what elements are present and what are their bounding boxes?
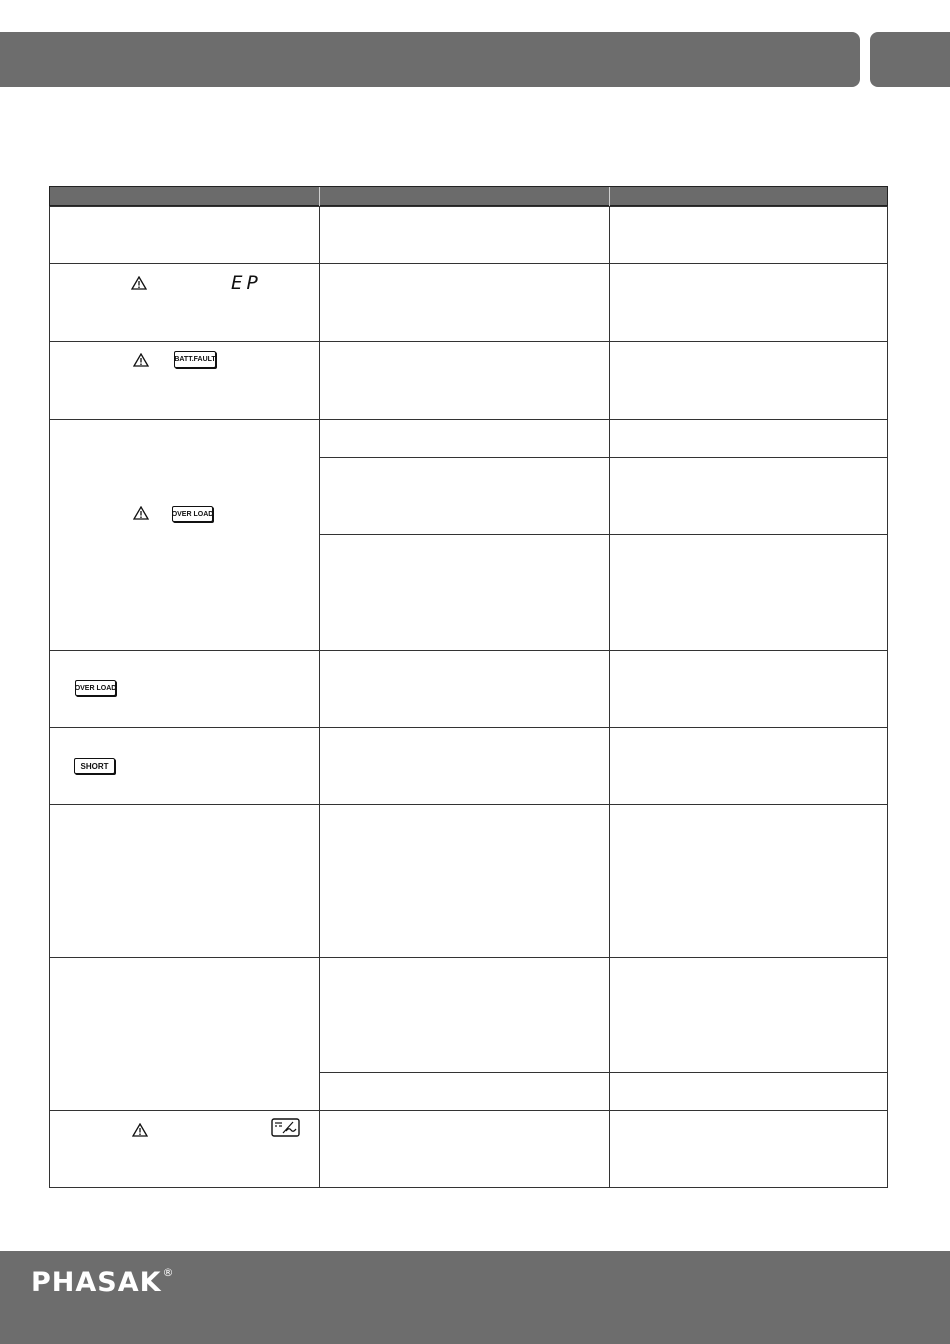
- brand-logo: [31, 1263, 174, 1303]
- short-badge: SHORT: [74, 758, 115, 774]
- table-cell: [609, 457, 888, 535]
- warning-triangle-icon: [131, 276, 147, 290]
- table-cell: [609, 419, 888, 458]
- table-header: [49, 186, 888, 206]
- table-cell: [319, 957, 610, 1073]
- table-cell: [609, 804, 888, 958]
- table-cell: [49, 957, 320, 1111]
- page-header-bar: [0, 32, 860, 87]
- batt-fault-badge: BATT.FAULT: [174, 351, 216, 368]
- lcd-fault-code: EP: [231, 272, 262, 294]
- page-number-tab: [870, 32, 950, 87]
- table-cell: [609, 957, 888, 1073]
- header-divider: [609, 187, 610, 207]
- table-cell: [319, 419, 610, 458]
- warning-triangle-icon: [133, 506, 149, 520]
- table-cell: [319, 457, 610, 535]
- table-cell: [49, 263, 320, 342]
- troubleshooting-table: [49, 186, 888, 1188]
- table-cell: [609, 341, 888, 420]
- table-cell: [609, 534, 888, 651]
- over-load-badge: OVER LOAD: [172, 506, 213, 522]
- table-cell: [319, 727, 610, 805]
- over-load-badge: OVER LOAD: [75, 680, 116, 696]
- table-cell: [319, 534, 610, 651]
- brand-name: PHASAK: [31, 1267, 162, 1298]
- table-cell: [319, 341, 610, 420]
- bypass-mode-icon: [271, 1118, 301, 1138]
- warning-triangle-icon: [132, 1123, 148, 1137]
- table-cell: [609, 206, 888, 264]
- table-cell: [49, 804, 320, 958]
- table-cell: [319, 650, 610, 728]
- table-cell: [609, 1072, 888, 1111]
- registered-mark: ®: [162, 1266, 174, 1279]
- table-cell: [319, 263, 610, 342]
- header-divider: [319, 187, 320, 207]
- table-cell: [319, 1110, 610, 1188]
- table-cell: [319, 206, 610, 264]
- table-cell: [319, 1072, 610, 1111]
- table-cell: [49, 419, 320, 651]
- table-cell: [319, 804, 610, 958]
- table-cell: [609, 1110, 888, 1188]
- table-cell: [49, 206, 320, 264]
- table-cell: [609, 263, 888, 342]
- table-cell: [609, 650, 888, 728]
- warning-triangle-icon: [133, 353, 149, 367]
- table-cell: [609, 727, 888, 805]
